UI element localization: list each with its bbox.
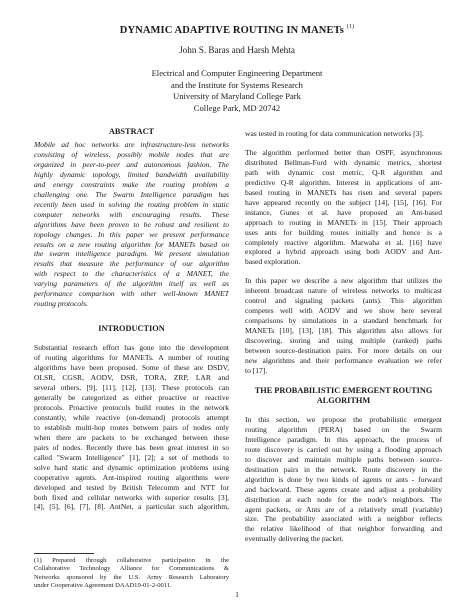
body-line: routing algorithm (PERA) based on the Swarm <box>245 424 442 434</box>
body-line: distributed Bellman-Ford with dynamic metrics, shortest <box>245 157 442 167</box>
abstract-line: the swarm intelligence paradigm. We present simulation <box>34 249 229 259</box>
abstract-line: topology changes. In this paper we present performance <box>34 229 229 239</box>
intro-line: when there are packets to be exchanged between these <box>34 432 229 442</box>
body-line: path with dynamic cost metric, Q-R algorithm and <box>245 167 442 177</box>
body-line: between source-destination pairs. For more details on our <box>245 346 442 356</box>
body-line: based routing in MANETs has risen and several papers <box>245 187 442 197</box>
intro-line: several others, [9], [11], [12], [13]. These protocols can <box>34 383 229 393</box>
intro-line: developed and tested by British Telecomm and NTT for <box>34 482 229 492</box>
intro-line: generally be categorized as either proactive or reactive <box>34 392 229 402</box>
paragraph-pera-description <box>245 415 442 544</box>
body-line: algorithm is done by two kinds of agents or ants - forward <box>245 474 442 484</box>
abstract-line: challenging one. The Swarm Intelligence paradigm has <box>34 189 229 199</box>
footnote-divider <box>34 553 94 554</box>
introduction-body <box>34 343 229 512</box>
abstract-line: computer networks with encouraging results. These <box>34 209 229 219</box>
introduction-heading: INTRODUCTION <box>98 324 165 334</box>
body-line: new algorithms and their performance evaluation we refer <box>245 356 442 366</box>
intro-line: algorithms have been proposed. Some of these are DSDV, <box>34 363 229 373</box>
intro-line: cooperative agents. Ant-inspired routing algorithms were <box>34 472 229 482</box>
intro-line: pairs of nodes. Recently there has been great interest in so <box>34 442 229 452</box>
body-line: predictive Q-R algorithm. Interest in applications of ant- <box>245 177 442 187</box>
intro-line: called "Swarm Intelligence" [1], [2]; a set of methods to <box>34 452 229 462</box>
body-line: competes well with AODV and we show here several <box>245 306 442 316</box>
intro-line: constantly, while reactive (on-demand) protocols attempt <box>34 412 229 422</box>
body-line: have appeared recently on the subject [14], [15], [16]. For <box>245 197 442 207</box>
intro-line: [4], [5], [6], [7], [8]. AntNet, a particular such algorithm, <box>34 502 229 512</box>
footnote <box>34 557 229 591</box>
body-line: size. The probability associated with a neighbor reflects <box>245 514 442 524</box>
footnote-line: (1) Prepared through collaborative participation in the <box>34 557 229 564</box>
body-line: distribution at each node for the node's neighbors. The <box>245 494 442 504</box>
abstract-line: and energy constraints make the routing problem a <box>34 179 229 189</box>
paragraph-antnet-results <box>245 148 442 267</box>
body-line: and backward. These agents create and adjust a probability <box>245 484 442 494</box>
body-line: explored a hybrid approach using both AODV and Ant- <box>245 247 442 257</box>
section-heading-line: ALGORITHM <box>316 395 371 405</box>
body-line: approach to routing in MANETs in [15]. Their approach <box>245 217 442 227</box>
left-column <box>34 120 229 512</box>
intro-line: of routing algorithms for MANETs. A number of routing <box>34 353 229 363</box>
paper-authors: John S. Baras and Harsh Mehta <box>179 45 295 55</box>
intro-line: Substantial research effort has gone into the development <box>34 343 229 353</box>
section-heading-pera <box>245 386 442 406</box>
affiliation-line: and the Institute for Systems Research <box>171 79 303 90</box>
paper-title-text: DYNAMIC ADAPTIVE ROUTING IN MANETs <box>119 25 344 36</box>
body-line: comparisons by simulations in a standard benchmark for <box>245 316 442 326</box>
paper-title <box>0 24 474 36</box>
abstract-line: results that measure the performance of our algorithm <box>34 259 229 269</box>
affiliation-line: Electrical and Computer Engineering Department <box>151 68 323 78</box>
abstract-line: consisting of wireless, possibly mobile nodes that are <box>34 149 229 159</box>
intro-line: protocols. Proactive protocols build routes in the network <box>34 402 229 412</box>
abstract-line: algorithms have been proven to be robust and resilient to <box>34 219 229 229</box>
page-number: 1 <box>235 590 239 599</box>
body-line: to [17]. <box>245 365 268 375</box>
body-line: based exploration. <box>245 257 301 267</box>
footnote-line: Networks sponsored by the U.S. Army Research Laboratory <box>34 573 229 581</box>
abstract-line: with respect to the characteristics of a MANET, the <box>34 269 229 279</box>
body-line: The algorithm performed better than OSPF, asynchronous <box>245 147 442 157</box>
section-heading-line: THE PROBABILISTIC EMERGENT ROUTING <box>254 385 433 395</box>
body-line: destination pairs in the network. Route discovery in the <box>245 464 442 474</box>
intro-line: to establish multi-hop routes between pairs of nodes only <box>34 422 229 432</box>
title-footnote-marker: (1) <box>346 24 355 30</box>
body-line: instance, Gunes et al. have proposed an Ant-based <box>245 207 442 217</box>
abstract-line: results on a new routing algorithm for MANETs based on <box>34 239 229 249</box>
body-line: to discover and maintain multiple paths between source- <box>245 454 442 464</box>
body-line: the relative likelihood of that neighbor forwarding and <box>245 524 442 534</box>
abstract-line: varying parameters of the algorithm itself as well as <box>34 279 229 289</box>
intro-line: both fixed and cellular networks with superior results [3], <box>34 492 229 502</box>
body-line: MANETs [10], [13], [18]. This algorithm also allows for <box>245 326 442 336</box>
affiliation-block <box>0 68 474 114</box>
body-line: In this section, we propose the probabilistic emergent <box>245 414 442 424</box>
body-line: completely reactive algorithm. Marwaha et al. [16] have <box>245 237 442 247</box>
abstract-line: Mobile ad hoc networks are infrastructure-less networks <box>34 140 229 149</box>
abstract-line: recently been used in solving the routing problem in static <box>34 199 229 209</box>
abstract-line: performance comparison with other well-known MANET <box>34 289 229 299</box>
paragraph-new-algorithm <box>245 276 442 376</box>
abstract-line: routing protocols. <box>34 299 88 309</box>
body-line: inherent broadcast nature of wireless networks to multicast <box>245 286 442 296</box>
body-line: was tested in routing for data communication networks [3]. <box>245 129 424 138</box>
body-line: eventually delivering the packet. <box>245 534 344 544</box>
body-line: agent packets, or Ants are of a relatively small (variable) <box>245 504 442 514</box>
abstract-line: highly dynamic topology, limited bandwidth availability <box>34 169 229 179</box>
affiliation-line: College Park, MD 20742 <box>193 102 281 113</box>
footnote-line: Collaborative Technology Alliance for Communications & <box>34 565 229 573</box>
body-line: control and signaling packets (ants). This algorithm <box>245 296 442 306</box>
abstract-body <box>34 140 229 309</box>
body-line: uses ants for building routes initially and hence is a <box>245 227 442 237</box>
body-line: route discovery is carried out by using a flooding approach <box>245 444 442 454</box>
footnote-line: under Cooperative Agreement DAAD19-01-2-0011. <box>34 582 172 590</box>
right-column <box>245 120 442 544</box>
abstract-heading: ABSTRACT <box>108 127 155 136</box>
body-line: Intelligence paradigm. In this approach, the process of <box>245 434 442 444</box>
body-line: In this paper we describe a new algorithm that utilizes the <box>245 276 442 286</box>
paragraph-continuation <box>245 129 442 139</box>
intro-line: solve hard static and dynamic optimization problems using <box>34 462 229 472</box>
abstract-line: organized in peer-to-peer and autonomous fashion. The <box>34 159 229 169</box>
intro-line: OLSR, CGSR, AODV, DSR, TORA, ZRP, LAR and <box>34 373 229 383</box>
affiliation-line: University of Maryland College Park <box>173 91 301 102</box>
body-line: discovering, storing and using multiple (ranked) paths <box>245 336 442 346</box>
